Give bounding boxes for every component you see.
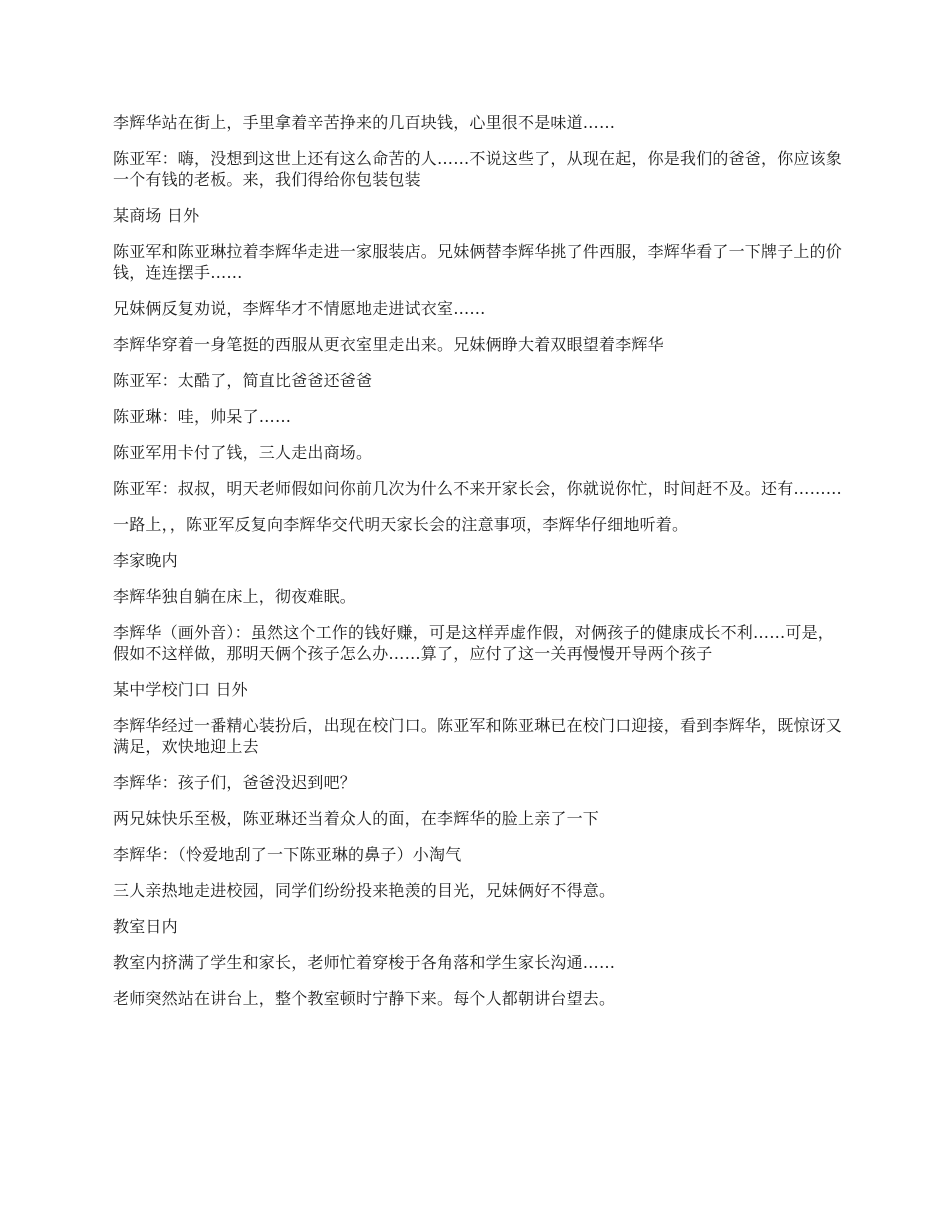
document-page	[113, 112, 843, 1024]
paragraph: 教室内挤满了学生和家长，老师忙着穿梭于各角落和学生家长沟通……	[113, 953, 616, 972]
paragraph: 三人亲热地走进校园，同学们纷纷投来艳羡的目光，兄妹俩好不得意。	[113, 881, 616, 900]
paragraph: 李辉华穿着一身笔挺的西服从更衣室里走出来。兄妹俩睁大着双眼望着李辉华	[113, 335, 664, 354]
paragraph: 老师突然站在讲台上，整个教室顿时宁静下来。每个人都朝讲台望去。	[113, 989, 616, 1008]
dialogue-line: 陈亚军：叔叔，明天老师假如问你前几次为什么不来开家长会，你就说你忙，时间赶不及。还有………	[113, 479, 843, 498]
paragraph: 李辉华经过一番精心装扮后，出现在校门口。陈亚军和陈亚琳已在校门口迎接，看到李辉华，既惊讶又满足，欢快地迎上去	[113, 716, 843, 756]
scene-heading: 某中学校门口 日外	[113, 680, 248, 699]
scene-heading: 李家晚内	[113, 551, 178, 570]
dialogue-line: 陈亚琳：哇，帅呆了……	[113, 407, 292, 426]
dialogue-line: 陈亚军：太酷了，简直比爸爸还爸爸	[113, 371, 373, 390]
paragraph: 李辉华站在街上，手里拿着辛苦挣来的几百块钱，心里很不是味道……	[113, 113, 616, 132]
paragraph: 李辉华独自躺在床上，彻夜难眠。	[113, 587, 357, 606]
paragraph: 一路上，，陈亚军反复向李辉华交代明天家长会的注意事项，李辉华仔细地听着。	[113, 515, 689, 534]
paragraph: 陈亚军：嗨，没想到这世上还有这么命苦的人……不说这些了，从现在起，你是我们的爸爸，你应该象一个有钱的老板。来，我们得给你包装包装	[113, 149, 843, 189]
paragraph: 陈亚军用卡付了钱，三人走出商场。	[113, 443, 373, 462]
scene-heading: 某商场 日外	[113, 206, 200, 225]
paragraph: 兄妹俩反复劝说，李辉华才不情愿地走进试衣室……	[113, 299, 486, 318]
dialogue-line: 李辉华：孩子们，爸爸没迟到吧？	[113, 773, 357, 792]
dialogue-line: 李辉华（画外音）：虽然这个工作的钱好赚，可是这样弄虚作假，对俩孩子的健康成长不利……可是，假如不这样做，那明天俩个孩子怎么办……算了，应付了这一关再慢慢开导两个孩子	[113, 623, 835, 663]
dialogue-line: 李辉华：（怜爱地刮了一下陈亚琳的鼻子）小淘气	[113, 845, 462, 864]
paragraph: 陈亚军和陈亚琳拉着李辉华走进一家服装店。兄妹俩替李辉华挑了件西服，李辉华看了一下牌子上的价钱，连连摆手……	[113, 242, 843, 282]
paragraph: 两兄妹快乐至极，陈亚琳还当着众人的面，在李辉华的脸上亲了一下	[113, 809, 600, 828]
scene-heading: 教室日内	[113, 917, 178, 936]
